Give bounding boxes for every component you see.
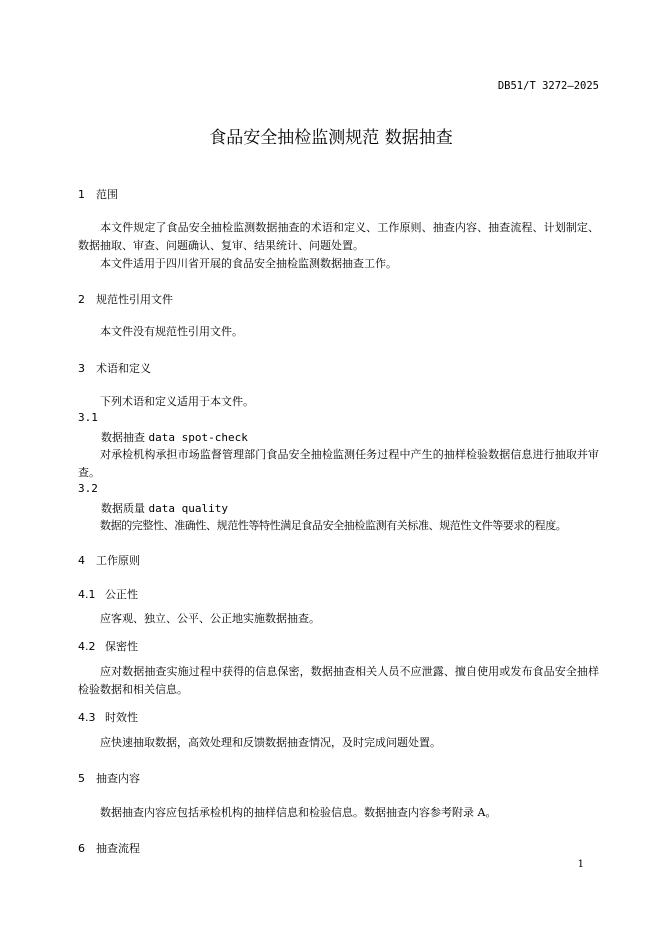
section-title: 工作原则 [96,554,140,567]
subsection-title: 公正性 [105,588,138,601]
section-title: 规范性引用文件 [96,293,173,306]
section-number: 2 [78,293,85,306]
subsection-title: 时效性 [105,711,138,724]
section-title: 范围 [96,188,118,201]
section-number: 3 [78,362,85,375]
term-number: 3.1 [78,411,98,424]
scope-paragraph-1: 本文件规定了食品安全抽检监测数据抽查的术语和定义、工作原则、抽查内容、抽查流程、计划制定、数据抽取、审查、问题确认、复审、结果统计、问题处置。 [78,221,599,252]
content-paragraph: 数据抽查内容应包括承检机构的抽样信息和检验信息。数据抽查内容参考附录 A。 [100,806,497,819]
term-definition: 数据的完整性、准确性、规范性等特性满足食品安全抽检监测有关标准、规范性文件等要求的程度。 [100,519,567,532]
scope-paragraph-2: 本文件适用于四川省开展的食品安全抽检监测数据抽查工作。 [100,257,397,270]
section-title: 抽查流程 [96,842,140,855]
subsection-number: 4.1 [78,588,96,601]
subsection-heading-impartiality [78,586,138,602]
section-heading-principles [78,552,140,568]
terms-intro: 下列术语和定义适用于本文件。 [100,395,254,408]
term-name-cn: 数据抽查 [101,431,145,444]
standard-code: DB51/T 3272—2025 [497,80,599,92]
subsection-number: 4.3 [78,711,96,724]
references-paragraph: 本文件没有规范性引用文件。 [100,325,243,338]
term-number: 3.2 [78,482,98,495]
confidentiality-paragraph: 应对数据抽查实施过程中获得的信息保密，数据抽查相关人员不应泄露、擅自使用或发布食品安全抽样检验数据和相关信息。 [78,665,599,696]
section-heading-scope [78,186,118,202]
term-name-cn: 数据质量 [101,502,145,515]
section-heading-content [78,770,140,786]
term-name-en: data spot-check [148,431,248,444]
timeliness-paragraph: 应快速抽取数据，高效处理和反馈数据抽查情况，及时完成问题处置。 [100,736,441,749]
subsection-number: 4.2 [78,640,96,653]
page-number: 1 [577,859,584,870]
term-name [101,429,248,445]
term-name [101,500,228,516]
subsection-title: 保密性 [105,640,138,653]
section-number: 6 [78,842,85,855]
section-heading-normative-references [78,291,173,307]
section-title: 术语和定义 [96,362,151,375]
section-heading-process [78,840,140,856]
section-number: 4 [78,554,85,567]
section-title: 抽查内容 [96,772,140,785]
section-heading-terms [78,360,151,376]
subsection-heading-confidentiality [78,638,138,654]
document-title: 食品安全抽检监测规范 数据抽查 [209,128,453,148]
subsection-heading-timeliness [78,709,138,725]
impartiality-paragraph: 应客观、独立、公平、公正地实施数据抽查。 [100,612,320,625]
section-number: 5 [78,772,85,785]
term-definition: 对承检机构承担市场监督管理部门食品安全抽检监测任务过程中产生的抽样检验数据信息进行抽取并审查。 [78,448,599,479]
section-number: 1 [78,188,85,201]
term-name-en: data quality [148,502,228,515]
